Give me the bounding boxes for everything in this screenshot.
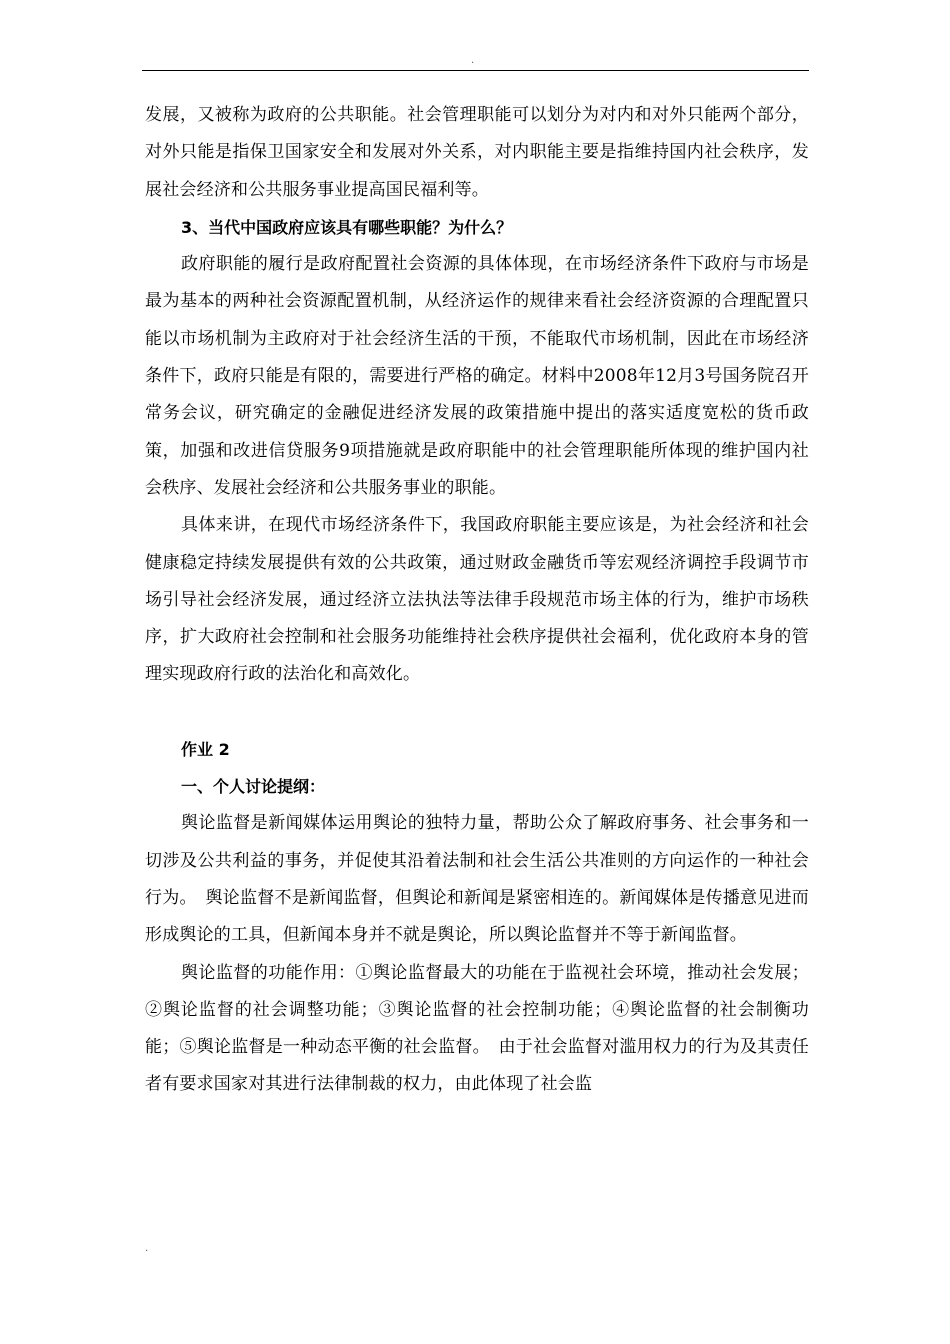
header-dot: . xyxy=(471,55,475,66)
paragraph-continuation: 发展，又被称为政府的公共职能。社会管理职能可以划分为对内和对外只能两个部分，对外只能是指保卫国家安全和发展对外关系，对内职能主要是指维持国内社会秩序，发展社会经济和公共服务事业提高国民福利等。 xyxy=(145,105,809,200)
blank-line xyxy=(145,694,809,731)
footer-dot: . xyxy=(145,1243,149,1254)
question-3-heading: 3、当代中国政府应该具有哪些职能？为什么？ xyxy=(181,217,513,237)
paragraph-supervision-functions: 舆论监督的功能作用：①舆论监督最大的功能在于监视社会环境，推动社会发展；②舆论监督的社会调整功能；③舆论监督的社会控制功能；④舆论监督的社会制衡功能；⑤舆论监督是一种动态平衡的社会监督。 由于社会监督对滥用权力的行为及其责任者有要求国家对其进行法律制裁的权力，由此体现了社会监 xyxy=(145,962,809,1095)
document-body xyxy=(145,97,809,1104)
paragraph-opinion-supervision: 舆论监督是新闻媒体运用舆论的独特力量，帮助公众了解政府事务、社会事务和一切涉及公共利益的事务，并促使其沿着法制和社会生活公共准则的方向运作的一种社会行为。 舆论监督不是新闻监督，但舆论和新闻是紧密相连的。新闻媒体是传播意见进而形成舆论的工具，但新闻本身并不就是舆论，所以舆论监督并不等于新闻监督。 xyxy=(145,813,809,946)
header-rule xyxy=(142,70,809,71)
homework-2-heading: 作业 2 xyxy=(181,739,230,759)
paragraph-government-functions: 政府职能的履行是政府配置社会资源的具体体现，在市场经济条件下政府与市场是最为基本的两种社会资源配置机制，从经济运作的规律来看社会经济资源的合理配置只能以市场机制为主政府对于社会经济生活的干预，不能取代市场机制，因此在市场经济条件下，政府只能是有限的，需要进行严格的确定。材料中2008年12月3号国务院召开常务会议，研究确定的金融促进经济发展的政策措施中提出的落实适度宽松的货币政策，加强和改进信贷服务9项措施就是政府职能中的社会管理职能所体现的维护国内社会秩序、发展社会经济和公共服务事业的职能。 xyxy=(145,254,809,498)
paragraph-specific-functions: 具体来讲，在现代市场经济条件下，我国政府职能主要应该是，为社会经济和社会健康稳定持续发展提供有效的公共政策，通过财政金融货币等宏观经济调控手段调节市场引导社会经济发展，通过经济立法执法等法律手段规范市场主体的行为，维护市场秩序，扩大政府社会控制和社会服务功能维持社会秩序提供社会福利，优化政府本身的管理实现政府行政的法治化和高效化。 xyxy=(145,515,809,685)
discussion-outline-heading: 一、个人讨论提纲： xyxy=(181,777,326,797)
